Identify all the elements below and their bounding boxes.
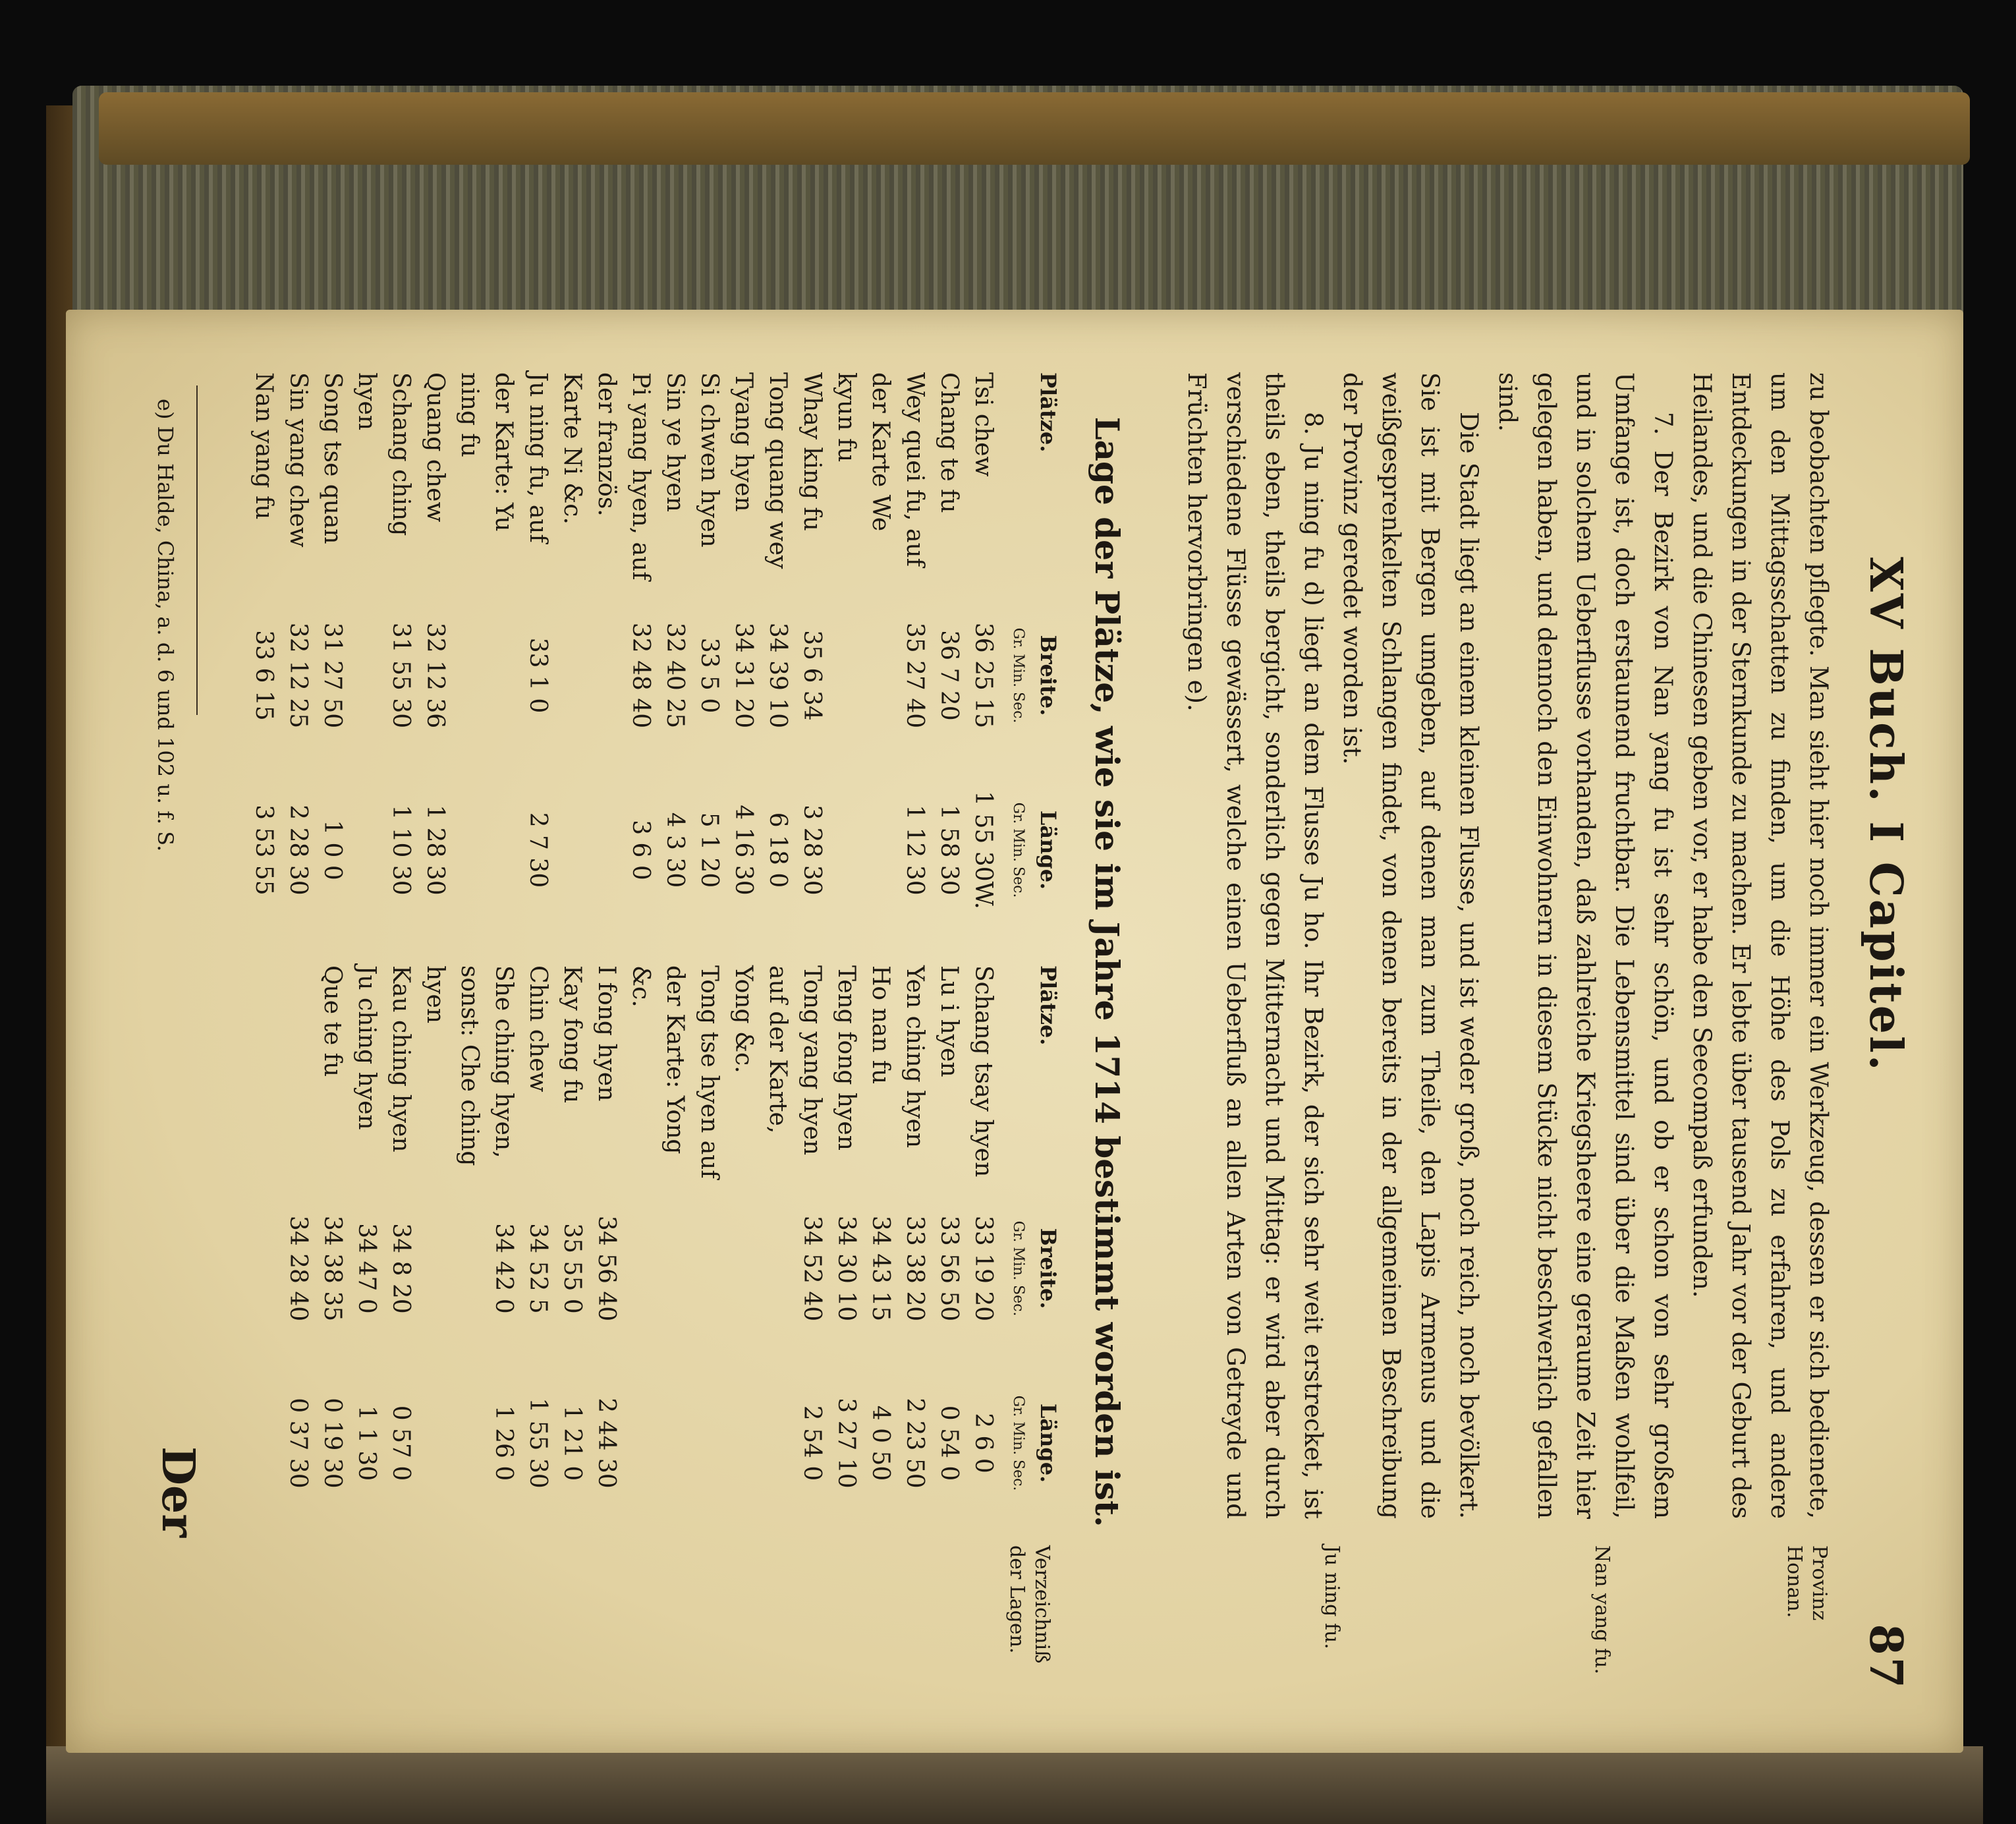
header-laenge: Länge. xyxy=(1036,1403,1061,1483)
cell-place: I fong hyen xyxy=(593,965,620,1102)
table-row xyxy=(349,965,383,1532)
margin-note: Nan yang fu. xyxy=(1590,1545,1613,1674)
cell-place: Nan yang fu xyxy=(250,372,277,520)
cell-laenge xyxy=(623,1354,726,1532)
footnote: e) Du Halde, China, a. d. 6 und 102 u. f. S. xyxy=(153,399,178,852)
book-cover-bottom xyxy=(46,1746,1983,1824)
cell-breite: 32 40 25 xyxy=(661,622,688,729)
table-title: Lage der Plätze, wie sie im Jahre 1714 bestimmt worden ist. xyxy=(1088,416,1127,1527)
book-page xyxy=(66,310,1963,1753)
header-place: Plätze. xyxy=(1036,372,1061,453)
cell-place: Kau ching hyen xyxy=(387,965,414,1153)
cell-place: Ju ning fu, auf der Karte: Yu ning fu xyxy=(456,372,551,543)
margin-note: Ju ning fu. xyxy=(1320,1545,1343,1649)
table-row xyxy=(418,965,520,1532)
cell-laenge: 4 3 30 xyxy=(661,812,688,888)
table-row xyxy=(966,372,1000,939)
cell-place: Whay king fu xyxy=(798,372,826,531)
footnote-rule xyxy=(196,385,198,715)
cell-laenge: 0 54 0 xyxy=(936,1405,963,1481)
book-cover-top xyxy=(99,92,1970,165)
cell-breite xyxy=(623,1183,726,1354)
running-head-title: XV Buch. I Capitel. xyxy=(1859,557,1912,1073)
table-row xyxy=(932,372,966,939)
cell-breite: 31 55 30 xyxy=(387,622,414,729)
table-row xyxy=(418,372,452,939)
table-units xyxy=(1000,372,1026,939)
cell-breite: 34 39 10 xyxy=(764,622,791,729)
cell-place: Si chwen hyen xyxy=(696,372,723,548)
paragraph: Die Stadt liegt an einem kleinen Flusse, und ist weder groß, noch reich, noch bevölkert. Sie ist mit Bergen umgeben, auf denen man zum Theile, den Lapis Armenus und die weißgesprenkelten Schlangen findet, von denen bereits in der allgemeinen Beschreibung der Provinz geredet worden ist. xyxy=(1338,372,1483,1519)
table-header xyxy=(1026,965,1061,1532)
cell-breite: 33 1 0 xyxy=(524,637,551,714)
cell-place: Ju ching hyen xyxy=(353,965,380,1130)
cell-place: Tsi chew xyxy=(970,372,997,477)
cell-place: She ching hyen, sonst: Che ching hyen xyxy=(422,965,517,1166)
cell-breite: 34 42 0 xyxy=(490,1223,517,1314)
table-row xyxy=(555,965,589,1532)
cell-laenge: 1 55 30 xyxy=(524,1398,551,1489)
header-breite: Breite. xyxy=(1036,635,1061,716)
running-head xyxy=(1853,359,1912,1703)
page-number: 87 xyxy=(1859,1624,1912,1690)
cell-laenge: 2 28 30 xyxy=(285,805,312,896)
cell-breite: 34 38 35 xyxy=(319,1215,346,1322)
cell-breite: 33 6 15 xyxy=(250,630,277,721)
cell-breite: 34 30 10 xyxy=(833,1215,860,1322)
cell-place: Kay fong fu xyxy=(559,965,586,1104)
cell-place: Que te fu xyxy=(319,965,346,1077)
cell-place: Tong quang wey xyxy=(764,372,791,569)
cell-laenge: 1 55 30W. xyxy=(970,791,997,909)
header-breite: Breite. xyxy=(1036,1228,1061,1309)
table-row xyxy=(897,965,932,1532)
cell-place: Tong yang hyen auf der Karte, Yong &c. xyxy=(730,965,826,1156)
cell-place: Tyang hyen xyxy=(730,372,757,512)
cell-laenge: 2 44 30 xyxy=(593,1398,620,1489)
cell-place: Yen ching hyen xyxy=(901,965,928,1149)
table-row xyxy=(315,372,349,939)
table-row xyxy=(383,965,418,1532)
table-row xyxy=(452,372,555,939)
cell-breite: 34 43 15 xyxy=(867,1215,894,1322)
margin-note: Provinz Honan. xyxy=(1783,1545,1831,1621)
table-units xyxy=(1000,965,1026,1532)
cell-laenge: 1 1 30 xyxy=(353,1405,380,1481)
cell-place: Schang tsay hyen xyxy=(970,965,997,1178)
catchword: Der xyxy=(152,1446,204,1538)
table-row xyxy=(658,372,692,939)
cell-breite: 34 47 0 xyxy=(353,1223,380,1314)
cell-place: Pi yang hyen, auf der französ. Karte Ni &c. xyxy=(559,372,654,581)
table-row xyxy=(555,372,658,939)
table-row xyxy=(726,372,760,939)
table-row xyxy=(829,965,863,1532)
units-laenge: Gr. Min. Sec. xyxy=(1010,1395,1026,1491)
table-row xyxy=(315,965,349,1532)
cell-laenge: 1 12 30 xyxy=(901,805,928,896)
cell-place: Tong tse hyen auf der Karte: Yong &c. xyxy=(627,965,723,1179)
cell-breite: 34 52 5 xyxy=(524,1223,551,1314)
units-laenge: Gr. Min. Sec. xyxy=(1010,802,1026,898)
cell-breite: 34 52 40 xyxy=(798,1215,826,1322)
cell-laenge: 2 23 50 xyxy=(901,1398,928,1489)
cell-place: Sin yang chew xyxy=(285,372,312,548)
table-row xyxy=(349,372,418,939)
cell-breite: 33 38 20 xyxy=(901,1215,928,1322)
cell-place: Song tse quan xyxy=(319,372,346,544)
table-row xyxy=(829,372,932,939)
table-row xyxy=(795,372,829,939)
table-row xyxy=(760,372,795,939)
table-row xyxy=(281,965,315,1532)
cell-laenge: 1 58 30 xyxy=(936,805,963,896)
cell-laenge: 2 7 30 xyxy=(524,812,551,888)
table-row xyxy=(520,965,555,1532)
cell-place xyxy=(281,965,315,1183)
cell-place: Chin chew xyxy=(524,965,551,1093)
cell-laenge: 4 0 50 xyxy=(867,1405,894,1481)
cell-laenge: 6 18 0 xyxy=(764,812,791,888)
table-row xyxy=(281,372,315,939)
cell-place: Teng fong hyen xyxy=(833,965,860,1151)
table-row xyxy=(692,372,726,939)
cell-laenge: 1 21 0 xyxy=(559,1405,586,1481)
cell-breite: 35 27 40 xyxy=(901,622,928,729)
cell-laenge: 4 16 30 xyxy=(730,805,757,896)
cell-laenge: 1 0 0 xyxy=(319,820,346,880)
margin-note: Verzeichniß der Lagen. xyxy=(1005,1545,1053,1664)
cell-laenge: 5 1 20 xyxy=(696,812,723,888)
paragraph: zu beobachten pflegte. Man sieht hier noch immer ein Werkzeug, dessen er sich bedienete, um den Mittagsschatten zu finden, um die Höhe des Pols zu erfahren, und andere Entdeckungen in der Sternkunde zu machen. Er lebte über tausend Jahr vor der Geburt des Heilandes, und die Chinesen geben vor, er habe den Seecompaß erfunden. xyxy=(1688,372,1833,1519)
units-breite: Gr. Min. Sec. xyxy=(1010,627,1026,724)
cell-breite: 34 31 20 xyxy=(730,622,757,729)
cell-breite: 31 27 50 xyxy=(319,622,346,729)
cell-breite: 35 55 0 xyxy=(559,1223,586,1314)
cell-place: Quang chew xyxy=(422,372,449,523)
table-row xyxy=(966,965,1000,1532)
cell-breite: 36 7 20 xyxy=(936,630,963,721)
cell-laenge: 2 54 0 xyxy=(798,1405,826,1481)
table-row xyxy=(589,965,623,1532)
cell-laenge: 1 28 30 xyxy=(422,805,449,896)
table-row xyxy=(246,372,281,939)
cell-laenge: 3 6 0 xyxy=(627,820,654,880)
cell-place: Ho nan fu xyxy=(867,965,894,1085)
paragraph: 8. Ju ning fu d) liegt an dem Flusse Ju ho. Ihr Bezirk, der sich sehr weit erstrecket, ist theils eben, theils bergicht, sonderlich gegen Mitternacht und Mittag: er wird aber durch verschiedene Flüsse gewässert, welche einen Ueberfluß an allen Arten von Getreyde und Früchten hervorbringen e). xyxy=(1183,372,1328,1519)
cell-breite: 34 8 20 xyxy=(387,1223,414,1314)
cell-laenge: 3 53 55 xyxy=(250,805,277,896)
cell-breite: 33 5 0 xyxy=(696,637,723,714)
cell-breite: 32 48 40 xyxy=(627,622,654,729)
cell-laenge: 0 37 30 xyxy=(285,1398,312,1489)
cell-breite: 34 56 40 xyxy=(593,1215,620,1322)
table-row xyxy=(623,965,726,1532)
units-breite: Gr. Min. Sec. xyxy=(1010,1220,1026,1317)
cell-place: Sin ye hyen xyxy=(661,372,688,512)
cell-laenge: 3 28 30 xyxy=(798,805,826,896)
rotated-text-block xyxy=(105,359,1924,1703)
table-column-left xyxy=(246,372,1061,939)
cell-laenge: 3 27 10 xyxy=(833,1398,860,1489)
header-laenge: Länge. xyxy=(1036,810,1061,890)
cell-laenge: 1 10 30 xyxy=(387,805,414,896)
table-column-right xyxy=(281,965,1061,1532)
cell-place: Wey quei fu, auf der Karte We kyun fu xyxy=(833,372,928,567)
cell-breite: 33 56 50 xyxy=(936,1215,963,1322)
cell-laenge: 1 26 0 xyxy=(490,1405,517,1481)
table-row xyxy=(932,965,966,1532)
cell-place: Chang te fu xyxy=(936,372,963,513)
coordinates-table xyxy=(204,372,1061,1532)
cell-place: Schang ching hyen xyxy=(353,372,414,536)
cell-laenge: 0 57 0 xyxy=(387,1405,414,1481)
cell-laenge: 2 6 0 xyxy=(970,1413,997,1473)
header-place: Plätze. xyxy=(1036,965,1061,1046)
cell-breite: 34 28 40 xyxy=(285,1215,312,1322)
table-header xyxy=(1026,372,1061,939)
cell-breite: 32 12 36 xyxy=(422,622,449,729)
paragraph: 7. Der Bezirk von Nan yang fu ist sehr schön, und ob er schon von sehr großem Umfange ist, doch erstaunend fruchtbar. Die Lebensmittel sind über die Maßen wohlfeil, und in solchem Ueberflusse vorhanden, daß zahlreiche Kriegsheere eine geraume Zeit hier gelegen haben, und dennoch den Einwohnern in diesem Stücke nicht beschwerlich gefallen sind. xyxy=(1494,372,1677,1519)
cell-laenge: 0 19 30 xyxy=(319,1398,346,1489)
cell-place: Lu i hyen xyxy=(936,965,963,1077)
cell-breite: 32 12 25 xyxy=(285,622,312,729)
table-row xyxy=(726,965,829,1532)
cell-breite: 33 19 20 xyxy=(970,1215,997,1322)
cell-breite: 36 25 15 xyxy=(970,622,997,729)
table-row xyxy=(863,965,897,1532)
body-text xyxy=(1177,372,1838,1519)
cell-breite: 35 6 34 xyxy=(798,630,826,721)
